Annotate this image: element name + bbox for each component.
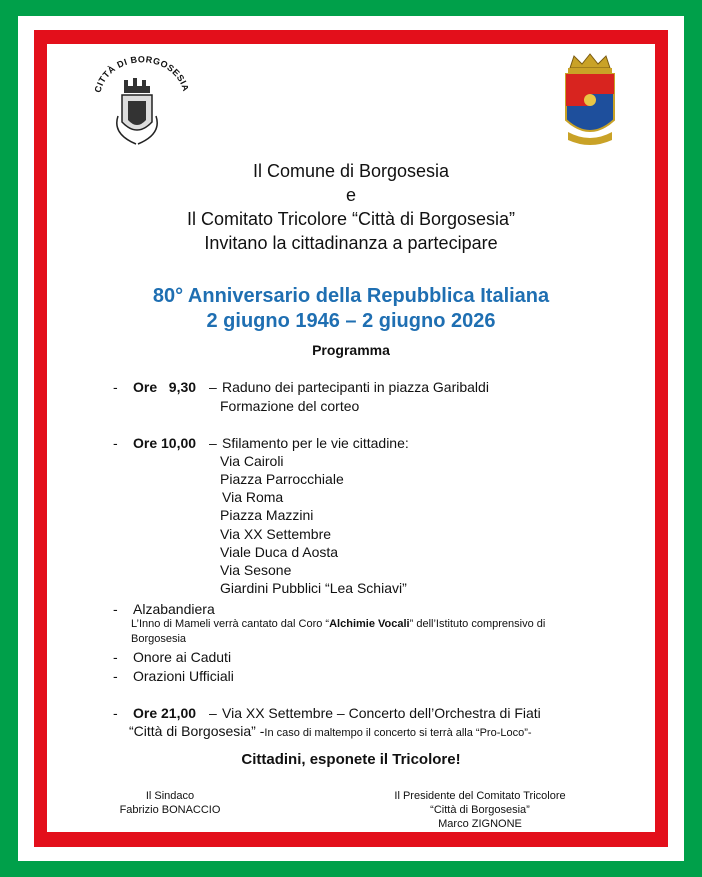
anthem-note-before: L’Inno di Mameli verrà cantato dal Coro “ — [131, 618, 330, 630]
item2-dash: - — [113, 435, 118, 451]
item2-sep: – — [209, 435, 217, 451]
item1-sep: – — [209, 379, 217, 395]
item6-dash: - — [113, 705, 118, 721]
invitation-line-4: Invitano la cittadinanza a partecipare — [204, 233, 498, 253]
street-item: Piazza Parrocchiale — [220, 471, 344, 487]
item1-text2: Formazione del corteo — [220, 398, 360, 414]
street-item: Via Sesone — [220, 562, 292, 578]
concert-orchestra: “Città di Borgosesia” - — [129, 723, 265, 739]
item6-text: Via XX Settembre – Concerto dell’Orchestra di Fiati — [222, 705, 541, 721]
mayor-name: Fabrizio BONACCIO — [119, 804, 221, 816]
concert-line2 — [129, 722, 532, 741]
item2-time: Ore 10,00 — [133, 435, 197, 451]
item4-dash: - — [113, 649, 118, 665]
street-item: Viale Duca d Aosta — [220, 544, 339, 560]
item3-text: Alzabandiera — [133, 601, 215, 617]
coat-of-arms-icon — [88, 56, 188, 156]
street-item: Via XX Settembre — [220, 526, 332, 542]
item1-text: Raduno dei partecipanti in piazza Garibaldi — [222, 379, 489, 395]
street-item: Via Roma — [222, 489, 284, 505]
street-item: Via Cairoli — [220, 453, 284, 469]
item3-dash: - — [113, 601, 118, 617]
invitation-line-2: e — [345, 185, 356, 205]
item1-time: Ore 9,30 — [133, 379, 197, 395]
street-item: Giardini Pubblici “Lea Schiavi” — [220, 580, 407, 596]
invitation-line-3: Il Comitato Tricolore “Città di Borgosesia” — [186, 209, 516, 229]
choir-name: Alchimie Vocali — [329, 618, 410, 630]
city-arc-text: CITTÀ DI BORGOSESI — [92, 56, 188, 94]
item5-dash: - — [113, 668, 118, 684]
anthem-note-line2: Borgosesia — [131, 633, 187, 645]
program-title: Programma — [312, 342, 390, 358]
anniversary-title: 80° Anniversario della Repubblica Italiana — [152, 285, 550, 307]
rain-note: In caso di maltempo il concerto si terrà alla “Pro-Loco”- — [264, 727, 532, 739]
closing-slogan: Cittadini, esponete il Tricolore! — [241, 751, 461, 768]
anthem-note — [131, 617, 545, 632]
city-coat-of-arms-logo — [88, 56, 188, 156]
mayor-role: Il Sindaco — [145, 790, 195, 802]
president-role: Il Presidente del Comitato Tricolore — [394, 790, 566, 802]
invitation-line-1: Il Comune di Borgosesia — [252, 161, 450, 181]
item2-text: Sfilamento per le vie cittadine: — [222, 435, 409, 451]
item6-sep: – — [209, 705, 217, 721]
anniversary-dates: 2 giugno 1946 – 2 giugno 2026 — [206, 310, 496, 332]
military-emblem-logo — [560, 50, 620, 150]
item1-dash: - — [113, 379, 118, 395]
military-shield-icon — [560, 50, 620, 150]
street-item: Piazza Mazzini — [220, 507, 314, 523]
committee-name: “Città di Borgosesia” — [430, 804, 530, 816]
item5-text: Orazioni Ufficiali — [133, 668, 234, 684]
anthem-note-after: ” dell’Istituto comprensivo di — [409, 618, 546, 630]
president-name: Marco ZIGNONE — [438, 818, 522, 830]
item4-text: Onore ai Caduti — [133, 649, 232, 665]
item6-time: Ore 21,00 — [133, 705, 197, 721]
